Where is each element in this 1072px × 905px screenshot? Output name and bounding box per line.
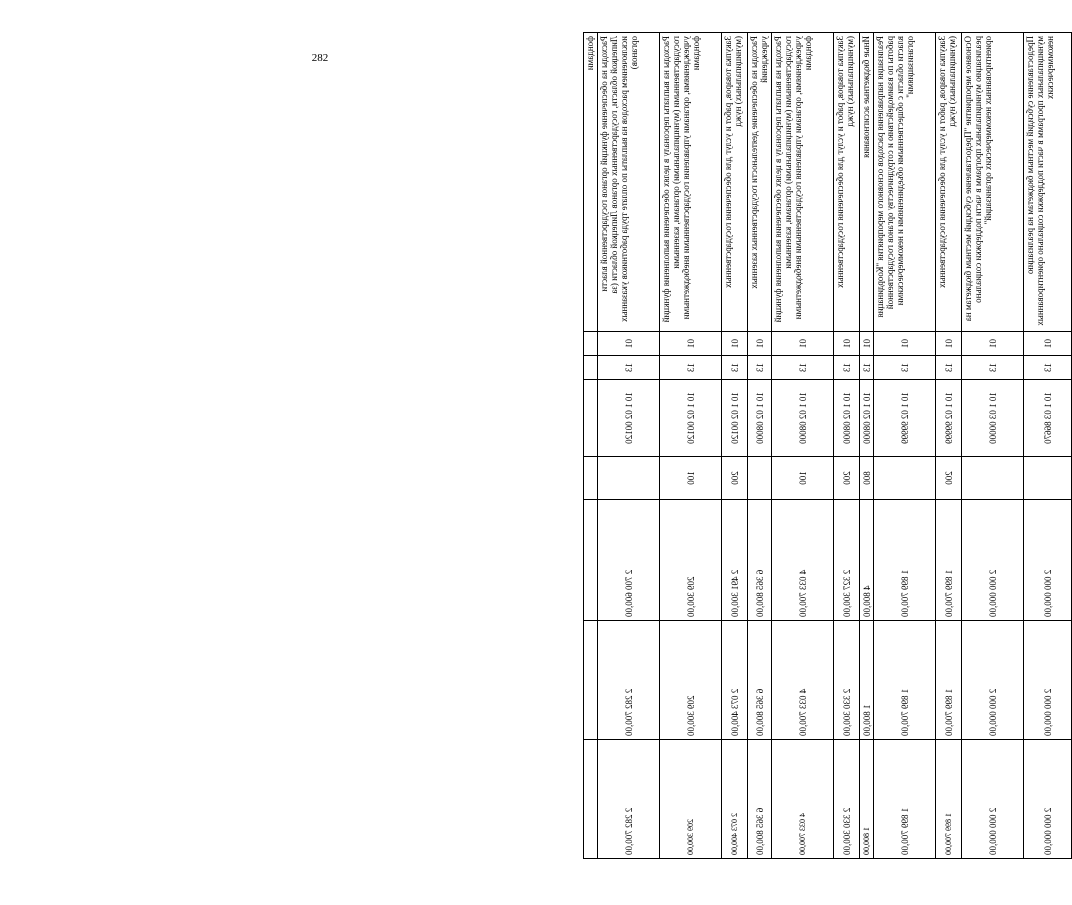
target-article-cell: 10 1 02 99999 [936, 380, 962, 457]
amount-year1-cell [584, 500, 598, 621]
section-code-cell [584, 332, 598, 356]
amount-year1-cell: 4 033 700,00 [772, 500, 834, 621]
target-article-cell: 10 1 02 08000 [834, 380, 860, 457]
expense-name-cell: Закупка товаров, работ и услуг для обеспечения государственных (муниципальных) нужд [722, 33, 748, 332]
subsection-code-cell: 13 [722, 356, 748, 380]
amount-year1-cell: 2 000 000,00 [1024, 500, 1072, 621]
subsection-code-cell: 13 [962, 356, 1024, 380]
expense-name-cell: Закупка товаров, работ и услуг для обеспечения государственных (муниципальных) нужд [834, 33, 860, 332]
section-code-cell: 01 [962, 332, 1024, 356]
section-code-cell: 01 [748, 332, 772, 356]
amount-year3-cell [584, 740, 598, 859]
amount-year2-cell: 1 899 700,00 [936, 621, 962, 740]
amount-year2-cell: 2 000 000,00 [962, 621, 1024, 740]
amount-year2-cell: 1 899 700,00 [874, 621, 936, 740]
expense-type-cell [1024, 457, 1072, 500]
table-row [722, 33, 748, 859]
expense-name-cell: Расходы на выплаты персоналу в целях обеспечения выполнения функций государственными (муниципальными) органами, казенными учреждениями, органами управления государственными внебюджетными фондами [660, 33, 722, 332]
expense-type-cell: 200 [834, 457, 860, 500]
amount-year1-cell: 1 899 700,00 [874, 500, 936, 621]
subsection-code-cell: 13 [860, 356, 874, 380]
amount-year3-cell: 6 365 800,00 [748, 740, 772, 859]
expense-name-cell: Расходы на обеспечение деятельности государственных казенных учреждений [748, 33, 772, 332]
section-code-cell: 01 [1024, 332, 1072, 356]
amount-year1-cell: 2 327 300,00 [834, 500, 860, 621]
target-article-cell: 10 1 03 00000 [962, 380, 1024, 457]
subsection-code-cell: 13 [598, 356, 660, 380]
section-code-cell: 01 [772, 332, 834, 356]
subsection-code-cell: 13 [936, 356, 962, 380]
amount-year2-cell: 2 000 000,00 [1024, 621, 1072, 740]
subsection-code-cell: 13 [834, 356, 860, 380]
expense-name-cell: Предоставление субсидий местным бюджетам на реализацию муниципальных программ в части поддержки социально ориентированных некоммерческих [1024, 33, 1072, 332]
amount-year1-cell: 1 899 700,00 [936, 500, 962, 621]
table-row [598, 33, 660, 859]
subsection-code-cell: 13 [1024, 356, 1072, 380]
amount-year1-cell: 2 000 000,00 [962, 500, 1024, 621]
amount-year1-cell: 2 700 600,00 [598, 500, 660, 621]
target-article-cell [584, 380, 598, 457]
table-row [936, 33, 962, 859]
target-article-cell: 10 1 02 08000 [748, 380, 772, 457]
section-code-cell: 01 [936, 332, 962, 356]
subsection-code-cell: 13 [660, 356, 722, 380]
amount-year2-cell: 2 330 300,00 [834, 621, 860, 740]
table-row [834, 33, 860, 859]
rotated-table-frame [583, 32, 1071, 858]
expense-type-cell: 100 [660, 457, 722, 500]
amount-year1-cell: 209 300,00 [660, 500, 722, 621]
section-code-cell: 01 [874, 332, 936, 356]
amount-year3-cell: 1 899 700,00 [874, 740, 936, 859]
table-row [660, 33, 722, 859]
page-number: 282 [311, 52, 329, 64]
table-row [860, 33, 874, 859]
amount-year3-cell: 2 073 400,00 [722, 740, 748, 859]
target-article-cell: 10 1 02 00120 [722, 380, 748, 457]
target-article-cell: 10 1 02 00120 [598, 380, 660, 457]
amount-year3-cell: 4 033 700,00 [772, 740, 834, 859]
amount-year2-cell: 2 282 700,00 [598, 621, 660, 740]
amount-year1-cell: 2 491 300,00 [722, 500, 748, 621]
section-code-cell: 01 [834, 332, 860, 356]
expense-type-cell: 200 [936, 457, 962, 500]
amount-year3-cell: 1 899 700,00 [936, 740, 962, 859]
subsection-code-cell: 13 [772, 356, 834, 380]
subsection-code-cell: 13 [874, 356, 936, 380]
section-code-cell: 01 [722, 332, 748, 356]
subsection-code-cell [584, 356, 598, 380]
table-row [584, 33, 598, 859]
target-article-cell: 10 1 02 08000 [860, 380, 874, 457]
amount-year1-cell: 4 800,00 [860, 500, 874, 621]
budget-table [583, 32, 1072, 859]
table-row [962, 33, 1024, 859]
expense-type-cell: 100 [772, 457, 834, 500]
amount-year3-cell: 2 282 700,00 [598, 740, 660, 859]
table-row [772, 33, 834, 859]
section-code-cell: 01 [860, 332, 874, 356]
expense-type-cell: 200 [722, 457, 748, 500]
table-row [1024, 33, 1072, 859]
amount-year2-cell: 1 800,00 [860, 621, 874, 740]
expense-name-cell: Расходы на обеспечение функций органов государственной власти Липецкой области, государственных органов Липецкой области (за исключением расходов на выплаты по оплате труда работников указанных органов) [598, 33, 660, 332]
amount-year2-cell: 209 300,00 [660, 621, 722, 740]
target-article-cell: 10 1 02 99999 [874, 380, 936, 457]
expense-type-cell [874, 457, 936, 500]
expense-name-cell: Основное мероприятие "Предоставление субсидий местным бюджетам на реализацию муниципальных программ в части поддержки социально ориентированных некоммерческих организаций" [962, 33, 1024, 332]
target-article-cell: 10 1 03 86670 [1024, 380, 1072, 457]
amount-year3-cell: 209 300,00 [660, 740, 722, 859]
target-article-cell: 10 1 02 00120 [660, 380, 722, 457]
expense-name-cell: Иные бюджетные ассигнования [860, 33, 874, 332]
section-code-cell: 01 [598, 332, 660, 356]
expense-type-cell: 800 [860, 457, 874, 500]
target-article-cell: 10 1 02 08000 [772, 380, 834, 457]
amount-year2-cell: 2 073 400,00 [722, 621, 748, 740]
table-row [748, 33, 772, 859]
expense-name-cell: Закупка товаров, работ и услуг для обеспечения государственных (муниципальных) нужд [936, 33, 962, 332]
subsection-code-cell: 13 [748, 356, 772, 380]
amount-year2-cell: 6 365 800,00 [748, 621, 772, 740]
expense-type-cell [598, 457, 660, 500]
amount-year3-cell: 2 000 000,00 [1024, 740, 1072, 859]
amount-year2-cell [584, 621, 598, 740]
amount-year3-cell: 2 330 300,00 [834, 740, 860, 859]
expense-type-cell [748, 457, 772, 500]
table-body [584, 33, 1072, 859]
amount-year3-cell: 1 800,00 [860, 740, 874, 859]
expense-name-cell: Расходы на выплаты персоналу в целях обеспечения выполнения функций государственными (муниципальными) органами, казенными учреждениями, органами управления государственными внебюджетными фондами [772, 33, 834, 332]
table-row [874, 33, 936, 859]
amount-year2-cell: 4 033 700,00 [772, 621, 834, 740]
expense-type-cell [584, 457, 598, 500]
section-code-cell: 01 [660, 332, 722, 356]
amount-year3-cell: 2 000 000,00 [962, 740, 1024, 859]
amount-year1-cell: 6 365 800,00 [748, 500, 772, 621]
expense-name-cell: фондами [584, 33, 598, 332]
expense-name-cell: Реализация направления расходов основного мероприятия "Координация работы по взаимодействию и сотрудничеству органов государственной власти области с общественными объединениями и некоммерческими организациями" [874, 33, 936, 332]
expense-type-cell [962, 457, 1024, 500]
